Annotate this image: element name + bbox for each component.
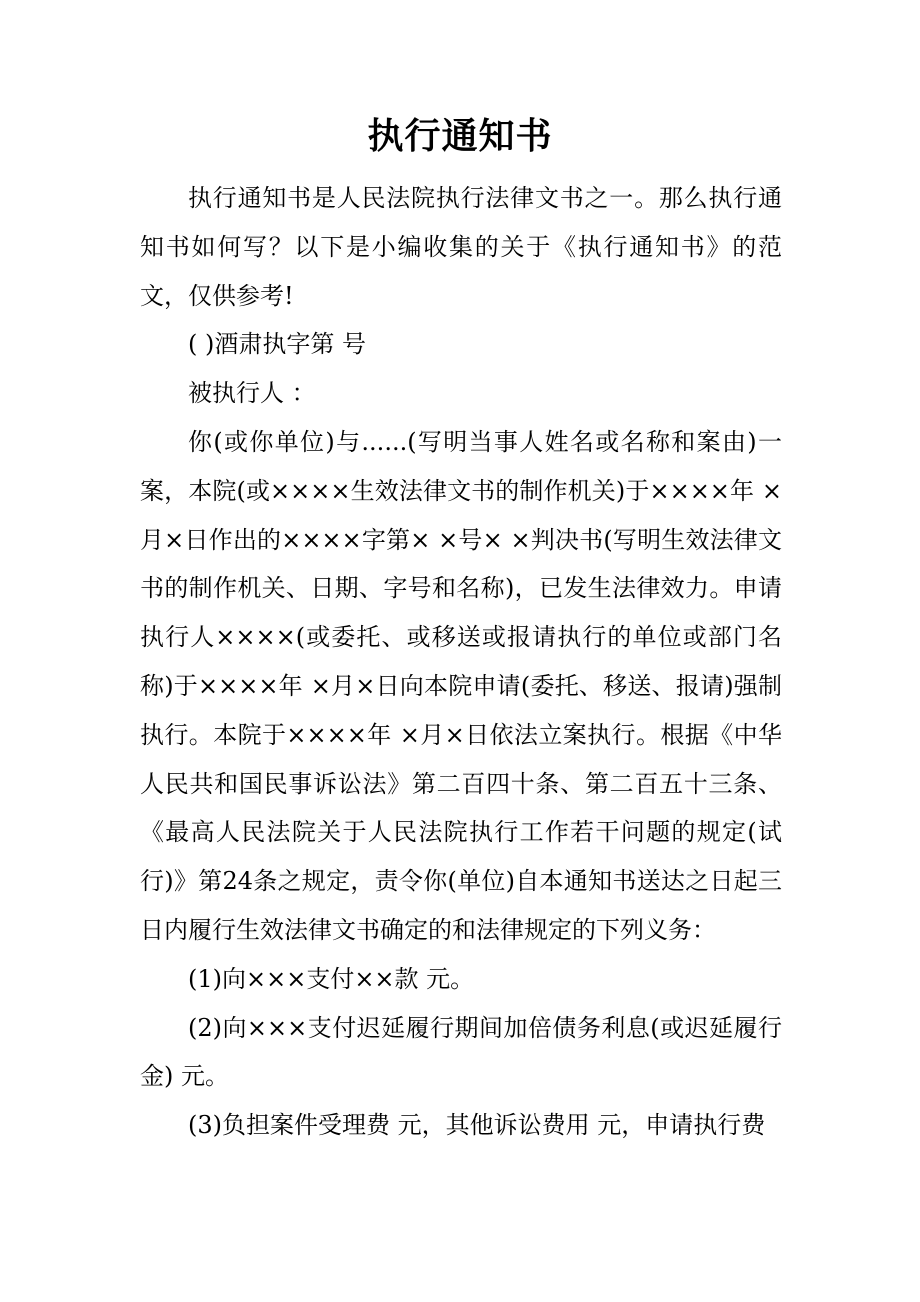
obligation-item-3: (3)负担案件受理费 元，其他诉讼费用 元，申请执行费 xyxy=(188,1111,766,1140)
respondent-line: 被执行人 ： xyxy=(188,379,316,408)
document-body xyxy=(140,174,782,1150)
obligation-item-2: (2)向×××支付迟延履行期间加倍债务利息(或迟延履行金) 元。 xyxy=(140,1013,782,1091)
case-number-line: ( )酒肃执字第 号 xyxy=(188,330,366,359)
intro-paragraph: 执行通知书是人民法院执行法律文书之一。那么执行通知书如何写？以下是小编收集的关于《执行通知书》的范文，仅供参考! xyxy=(140,184,782,310)
main-body-paragraph: 你(或你单位)与......(写明当事人姓名或名称和案由)一案，本院(或××××生效法律文书的制作机关)于××××年 ×月×日作出的××××字第× ×号× ×判决书(写明生效法律文书的制作机关、日期、字号和名称)，已发生法律效力。申请执行人××××(或委托、或移送或报请执行的单位或部门名称)于××××年 ×月×日向本院申请(委托、移送、报请)强制执行。本院于××××年 ×月×日依法立案执行。根据《中华人民共和国民事诉讼法》第二百四十条、第二百五十三条、《最高人民法院关于人民法院执行工作若干问题的规定(试行)》第24条之规定，责令你(单位)自本通知书送达之日起三日内履行生效法律文书确定的和法律规定的下列义务： xyxy=(140,427,782,944)
document-title: 执行通知书 xyxy=(367,115,553,157)
obligation-item-1: (1)向×××支付××款 元。 xyxy=(188,964,475,993)
